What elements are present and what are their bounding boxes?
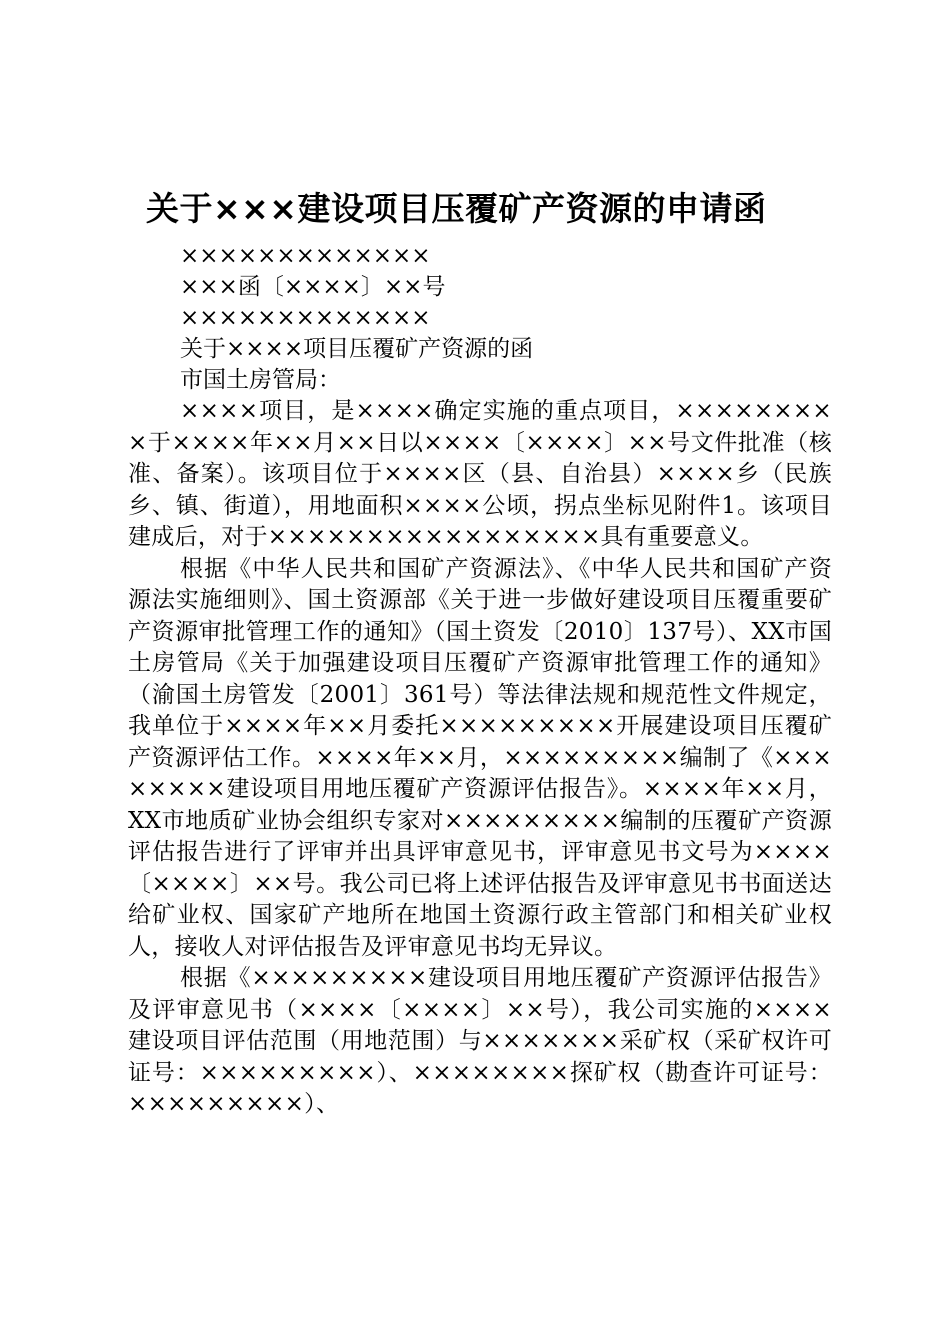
document-title: 关于×××建设项目压覆矿产资源的申请函	[146, 189, 767, 228]
body-paragraph-2: 根据《中华人民共和国矿产资源法》、《中华人民共和国矿产资源法实施细则》、国土资源部《关于进一步做好建设项目压覆重要矿产资源审批管理工作的通知》（国土资发〔2010〕137号）、XX市国土房管局《关于加强建设项目压覆矿产资源审批管理工作的通知》（渝国土房管发〔2001〕361号）等法律法规和规范性文件规定，我单位于××××年××月委托×××××××××开展建设项目压覆矿产资源评估工作。××××年××月，×××××××××编制了《××××××××建设项目用地压覆矿产资源评估报告》。××××年××月，XX市地质矿业协会组织专家对×××××××××编制的压覆矿产资源评估报告进行了评审并出具评审意见书，评审意见书文号为××××〔××××〕××号。我公司已将上述评估报告及评审意见书书面送达给矿业权、国家矿产地所在地国土资源行政主管部门和相关矿业权人，接收人对评估报告及评审意见书均无异议。	[128, 555, 832, 960]
subject-line: 关于××××项目压覆矿产资源的函	[180, 336, 534, 362]
issuer-line: ×××××××××××××	[180, 243, 431, 269]
recipient-line: 市国土房管局：	[180, 367, 341, 393]
document-number: ×××函〔××××〕××号	[180, 274, 446, 300]
date-line: ×××××××××××××	[180, 305, 431, 331]
document-header	[128, 241, 832, 396]
document-body	[128, 396, 832, 1121]
body-paragraph-1: ××××项目，是××××确定实施的重点项目，×××××××××于××××年××月××日以××××〔××××〕××号文件批准（核准、备案）。该项目位于××××区（县、自治县）××××乡（民族乡、镇、街道），用地面积××××公顷，拐点坐标见附件1。该项目建成后，对于×××××××××××××××××具有重要意义。	[128, 398, 832, 550]
document-page	[128, 183, 832, 1121]
body-paragraph-3: 根据《×××××××××建设项目用地压覆矿产资源评估报告》及评审意见书（××××〔××××〕××号），我公司实施的××××建设项目评估范围（用地范围）与×××××××采矿权（采矿权许可证号：×××××××××）、××××××××探矿权（勘查许可证号：×××××××××）、	[128, 965, 832, 1117]
